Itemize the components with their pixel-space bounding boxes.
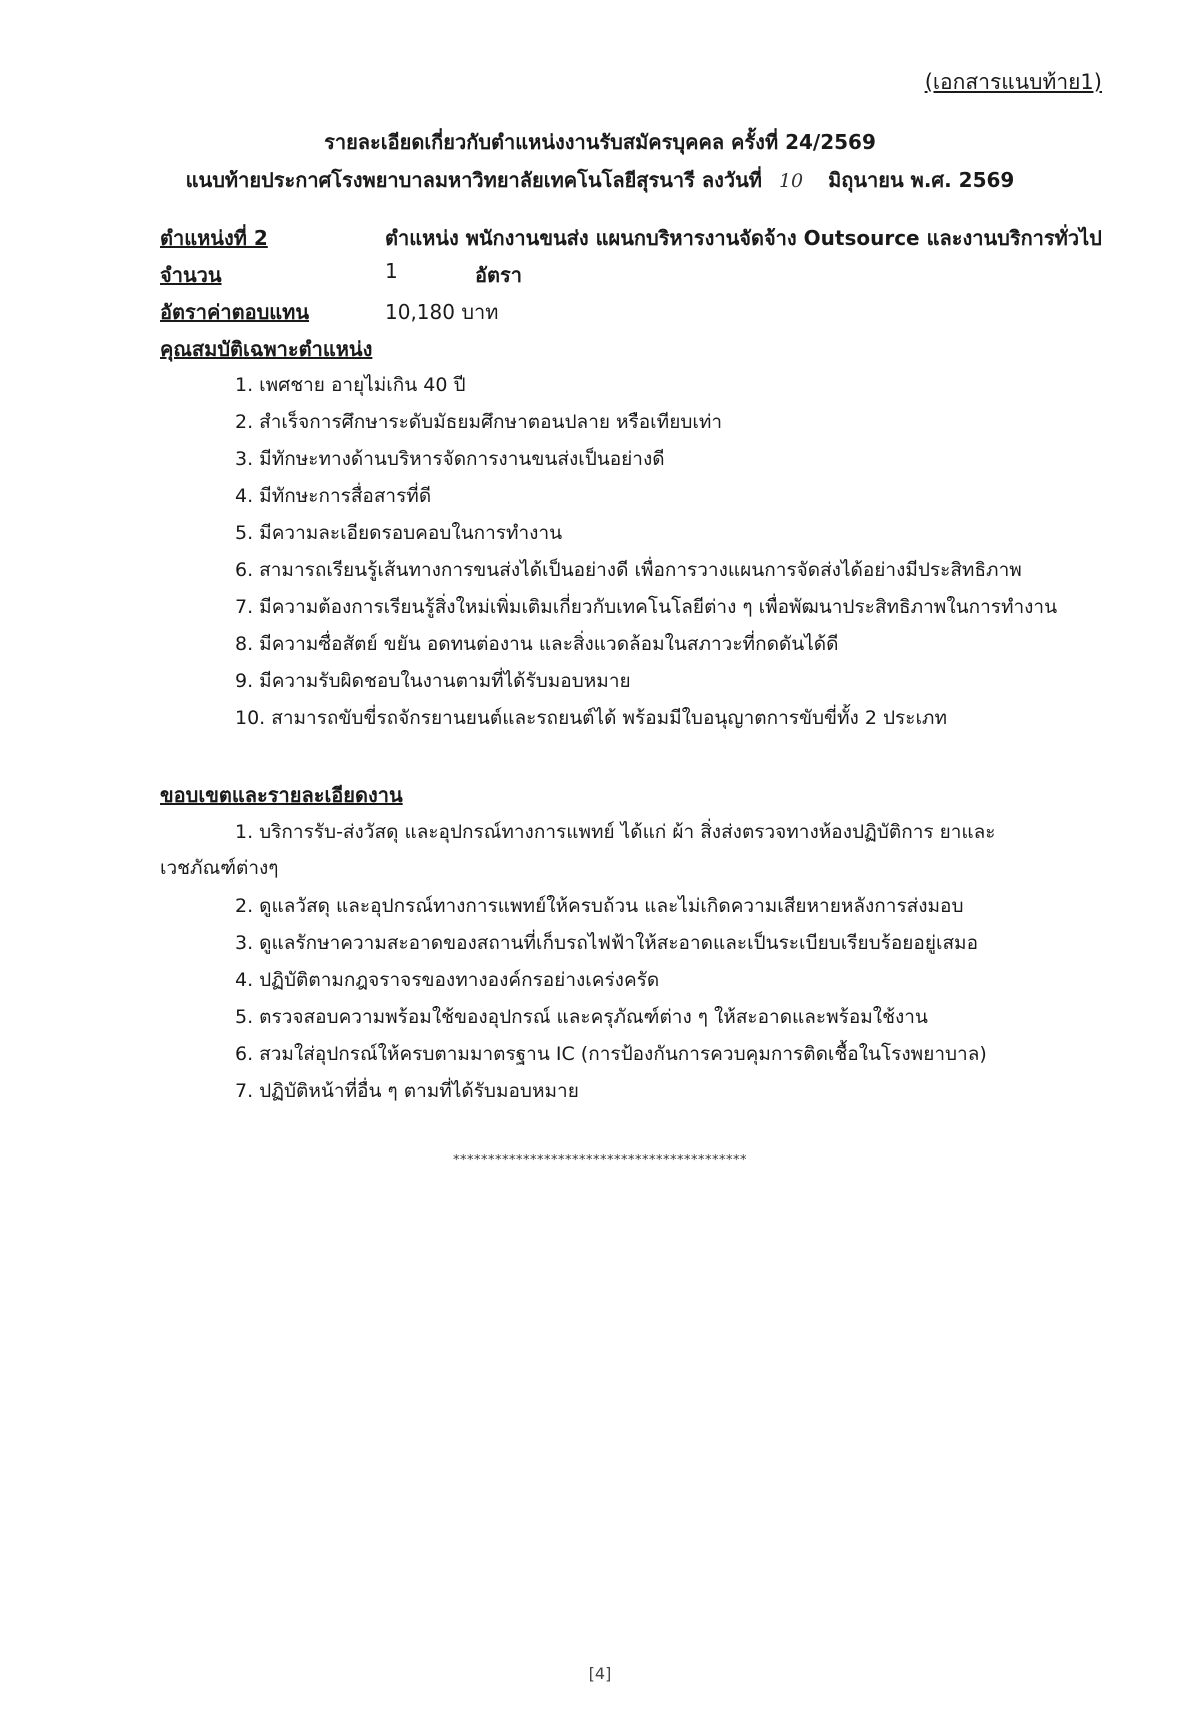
salary-label: อัตราค่าตอบแทน — [160, 300, 310, 324]
qualification-item: 3. มีทักษะทางด้านบริหารจัดการงานขนส่งเป็นอย่างดี — [235, 448, 665, 470]
position-value: ตำแหน่ง พนักงานขนส่ง แผนกบริหารงานจัดจ้าง Outsource และงานบริการทั่วไป — [385, 226, 1102, 250]
qualification-item: 7. มีความต้องการเรียนรู้สิ่งใหม่เพิ่มเติมเกี่ยวกับเทคโนโลยีต่าง ๆ เพื่อพัฒนาประสิทธิภาพในการทำงาน — [235, 596, 1058, 618]
position-label: ตำแหน่งที่ 2 — [160, 226, 268, 250]
qualification-item: 6. สามารถเรียนรู้เส้นทางการขนส่งได้เป็นอย่างดี เพื่อการวางแผนการจัดส่งได้อย่างมีประสิทธิภาพ — [235, 559, 1022, 581]
document-title: รายละเอียดเกี่ยวกับตำแหน่งงานรับสมัครบุคคล ครั้งที่ 24/2569 — [324, 130, 876, 154]
qualification-item: 2. สำเร็จการศึกษาระดับมัธยมศึกษาตอนปลาย หรือเทียบเท่า — [235, 411, 723, 433]
qualification-item: 9. มีความรับผิดชอบในงานตามที่ได้รับมอบหมาย — [235, 670, 631, 692]
count-value: 1 — [385, 259, 398, 283]
scope-item: 7. ปฏิบัติหน้าที่อื่น ๆ ตามที่ได้รับมอบหมาย — [235, 1080, 579, 1102]
subtitle-after-date: มิถุนายน พ.ศ. 2569 — [828, 168, 1015, 192]
document-subtitle — [0, 164, 1200, 196]
page-number: [4] — [588, 1664, 612, 1683]
qualification-item: 10. สามารถขับขี่รถจักรยานยนต์และรถยนต์ได้ พร้อมมีใบอนุญาตการขับขี่ทั้ง 2 ประเภท — [235, 707, 947, 729]
end-separator: ****************************************** — [453, 1153, 747, 1168]
scope-item: 6. สวมใส่อุปกรณ์ให้ครบตามมาตรฐาน IC (การป้องกันการควบคุมการติดเชื้อในโรงพยาบาล) — [235, 1043, 987, 1065]
qualifications-heading: คุณสมบัติเฉพาะตำแหน่ง — [160, 337, 373, 361]
scope-item: 2. ดูแลวัสดุ และอุปกรณ์ทางการแพทย์ให้ครบถ้วน และไม่เกิดความเสียหายหลังการส่งมอบ — [235, 895, 964, 917]
count-label: จำนวน — [160, 263, 222, 287]
scope-item: 1. บริการรับ-ส่งวัสดุ และอุปกรณ์ทางการแพทย์ ได้แก่ ผ้า สิ่งส่งตรวจทางห้องปฏิบัติการ ยาและ — [235, 821, 996, 843]
handwritten-day: 10 — [778, 170, 804, 192]
qualification-item: 5. มีความละเอียดรอบคอบในการทำงาน — [235, 522, 563, 544]
qualification-item: 1. เพศชาย อายุไม่เกิน 40 ปี — [235, 374, 466, 396]
qualification-item: 4. มีทักษะการสื่อสารที่ดี — [235, 485, 432, 507]
attachment-label: (เอกสารแนบท้าย1) — [924, 70, 1102, 94]
count-unit: อัตรา — [475, 263, 522, 287]
salary-value: 10,180 บาท — [385, 300, 499, 324]
scope-item: 5. ตรวจสอบความพร้อมใช้ของอุปกรณ์ และครุภัณฑ์ต่าง ๆ ให้สะอาดและพร้อมใช้งาน — [235, 1006, 928, 1028]
qualification-item: 8. มีความซื่อสัตย์ ขยัน อดทนต่องาน และสิ่งแวดล้อมในสภาวะที่กดดันได้ดี — [235, 633, 839, 655]
scope-item: 4. ปฏิบัติตามกฎจราจรของทางองค์กรอย่างเคร่งครัด — [235, 969, 660, 991]
scope-item: 3. ดูแลรักษาความสะอาดของสถานที่เก็บรถไฟฟ้าให้สะอาดและเป็นระเบียบเรียบร้อยอยู่เสมอ — [235, 932, 978, 954]
subtitle-before-date: แนบท้ายประกาศโรงพยาบาลมหาวิทยาลัยเทคโนโลยีสุรนารี ลงวันที่ — [185, 168, 762, 192]
scope-item-continuation: เวชภัณฑ์ต่างๆ — [160, 857, 279, 879]
scope-heading: ขอบเขตและรายละเอียดงาน — [160, 783, 403, 807]
